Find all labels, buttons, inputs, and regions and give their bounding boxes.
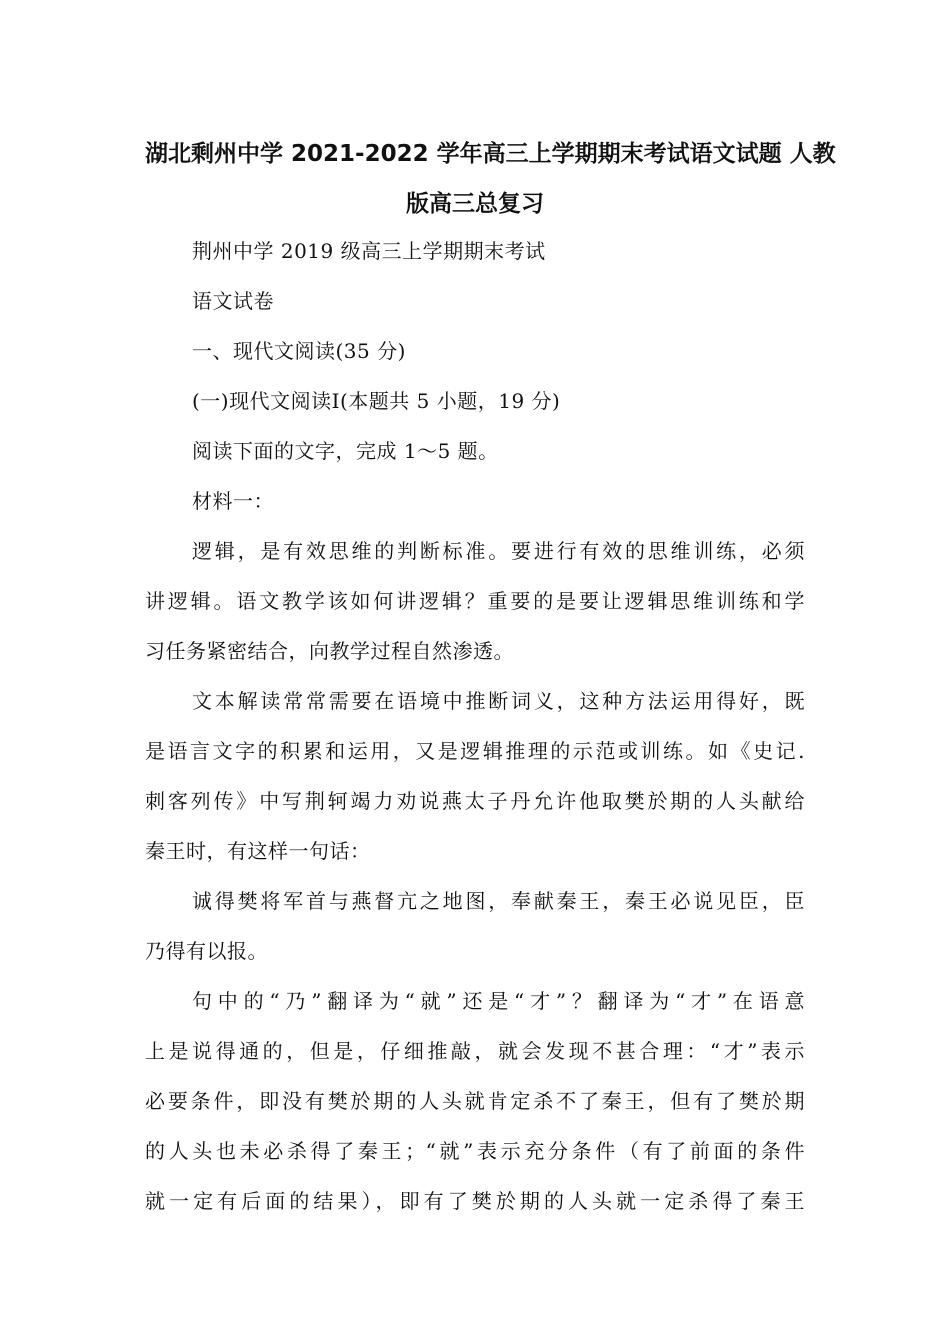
paragraph-line: 讲逻辑。语文教学该如何讲逻辑？重要的是要让逻辑思维训练和学 xyxy=(145,589,805,613)
exam-name: 荆州中学 2019 级高三上学期期末考试 xyxy=(192,239,546,263)
paragraph-line: 是语言文字的积累和运用，又是逻辑推理的示范或训练。如《史记. xyxy=(145,739,805,763)
paragraph-line: 刺客列传》中写荆轲竭力劝说燕太子丹允许他取樊於期的人头献给 xyxy=(145,789,805,813)
document-title-line-2: 版高三总复习 xyxy=(406,191,544,217)
quoted-text-line: 诚得樊将军首与燕督亢之地图，奉献秦王，秦王必说见臣，臣 xyxy=(192,889,805,913)
paragraph-line: 逻辑，是有效思维的判断标准。要进行有效的思维训练，必须 xyxy=(192,539,805,563)
paragraph-line: 文本解读常常需要在语境中推断词义，这种方法运用得好，既 xyxy=(192,689,805,713)
paragraph-line: 句中的“乃”翻译为“就”还是“才”？翻译为“才”在语意 xyxy=(192,989,805,1013)
paragraph-line: 就一定有后面的结果），即有了樊於期的人头就一定杀得了秦王 xyxy=(145,1189,805,1213)
document-title-line-1: 湖北剩州中学 2021-2022 学年高三上学期期末考试语文试题 人教 xyxy=(145,141,836,167)
section-subheading: (一)现代文阅读Ⅰ(本题共 5 小题，19 分) xyxy=(192,389,561,413)
paragraph-line: 秦王时，有这样一句话： xyxy=(145,839,371,863)
material-label: 材料一： xyxy=(192,489,274,513)
section-heading: 一、现代文阅读(35 分) xyxy=(192,339,406,363)
paragraph-line: 的人头也未必杀得了秦王；“就”表示充分条件（有了前面的条件 xyxy=(145,1139,805,1163)
paragraph-line: 必要条件，即没有樊於期的人头就肯定杀不了秦王，但有了樊於期 xyxy=(145,1089,805,1113)
paragraph-line: 习任务紧密结合，向教学过程自然渗透。 xyxy=(145,639,514,663)
instruction-text: 阅读下面的文字，完成 1～5 题。 xyxy=(192,439,499,463)
quoted-text-line: 乃得有以报。 xyxy=(145,939,268,963)
paragraph-line: 上是说得通的，但是，仔细推敲，就会发现不甚合理：“才”表示 xyxy=(145,1039,805,1063)
paper-name: 语文试卷 xyxy=(192,289,274,313)
